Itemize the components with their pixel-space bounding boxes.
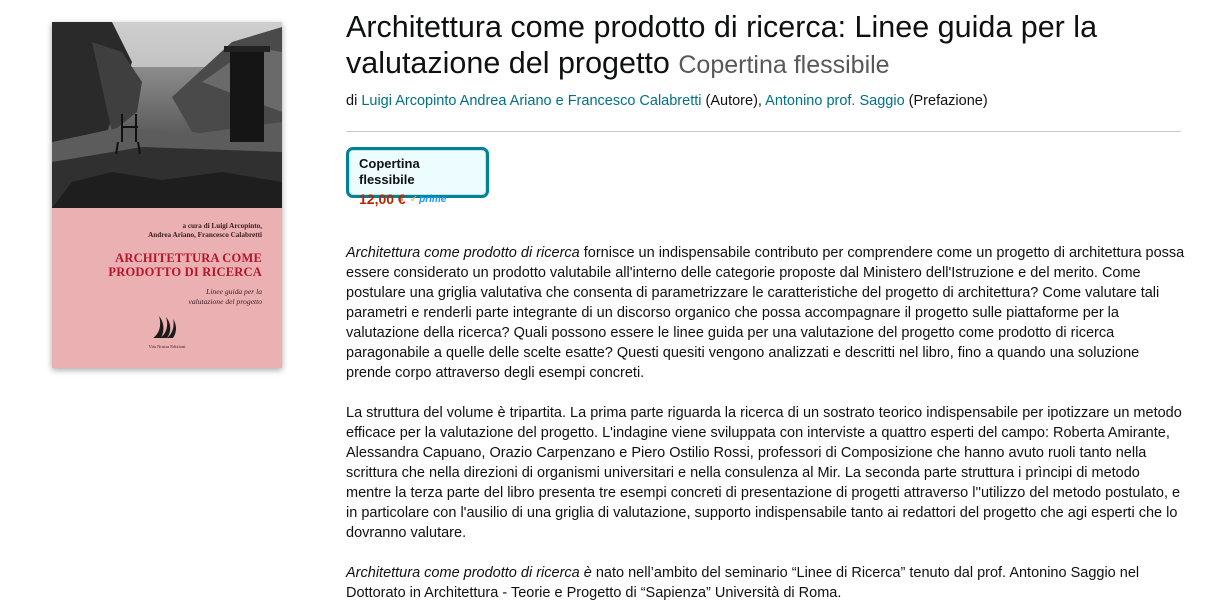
header-divider <box>346 131 1181 132</box>
cover-editors: a cura di Luigi Arcopinto, Andrea Ariano, Francesco Calabretti <box>148 222 262 239</box>
byline <box>346 92 1186 110</box>
product-title <box>346 9 1186 83</box>
description-text-1: fornisce un indispensabile contributo per comprendere come un progetto di architettura possa essere considerato un prodotto valutabile all'interno delle categorie proposte dal Ministero dell'Istruzione e del merito. Come postulare una griglia valutativa che consenta di parametrizzare le caratteristiche del progetto di architettura? Come valutare tali parametri e renderli parte integrante di un discorso organico che possa accompagnare il progetto sulle piattaforme per la valutazione della ricerca? Quali possono essere le linee guida per una valutazione del progetto come prodotto di ricerca paragonabile a quelle delle scelte esatte? Questi quesiti vengono analizzati e descritti nel libro, fino a quando una soluzione prende corpo attraverso degli esempi concreti. <box>346 245 1185 381</box>
cover-publisher: Vita Nostra Edizioni <box>148 344 186 349</box>
format-price: 12,00 € <box>359 191 406 207</box>
book-cover-image[interactable] <box>52 22 282 368</box>
product-description <box>346 243 1186 605</box>
product-title-text: Architettura come prodotto di ricerca: Linee guida per la valutazione del progetto <box>346 10 1098 80</box>
description-text-3: nato nell’ambito del seminario “Linee di Ricerca” tenuto dal prof. Antonino Saggio nel Dottorato in Architettura - Teorie e Progetto di “Sapienza” Università di Roma. <box>346 565 1140 601</box>
publisher-logo-icon <box>149 312 179 342</box>
format-swatch-paperback[interactable] <box>346 147 489 207</box>
prime-text: prime <box>419 193 447 205</box>
cover-subtitle: Linee guida per la valutazione del progetto <box>188 287 262 306</box>
description-book-title: Architettura come prodotto di ricerca <box>346 245 580 261</box>
description-paragraph-1 <box>346 243 1186 383</box>
author-role: (Autore), <box>705 93 762 109</box>
cover-photo <box>52 22 282 208</box>
format-price-row <box>359 191 476 207</box>
byline-prefix: di <box>346 93 358 109</box>
description-paragraph-3 <box>346 563 1186 603</box>
product-binding: Copertina flessibile <box>678 51 890 79</box>
description-paragraph-2: La struttura del volume è tripartita. La prima parte riguarda la ricerca di un sostrato teorico indispensabile per ipotizzare un metodo efficace per la valutazione del progetto. L'indagine viene sviluppata con interviste a quattro esperti del campo: Roberta Amirante, Alessandra Capuano, Orazio Carpenzano e Piero Ostilio Rossi, professori di Composizione che hanno avuto ruoli tanto nella scrittura che nella direzioni di organismi universitari e nella consulenza al Mir. La seconda parte struttura i prìncipi di metodo mentre la terza parte del libro presenta tre esempi concreti di presentazione di progetti attraverso l''utilizzo del metodo postulato, e in particolare con l'ausilio di una griglia di valutazione, supporto indispensabile tanto ai redattori del progetto che agi esperti che lo dovranno valutare. <box>346 405 1182 541</box>
preface-author-link[interactable]: Antonino prof. Saggio <box>765 93 905 109</box>
author-link[interactable]: Luigi Arcopinto Andrea Ariano e Francesco Calabretti <box>361 93 702 109</box>
cover-title: ARCHITETTURA COME PRODOTTO DI RICERCA <box>108 251 262 279</box>
prime-badge-icon <box>410 194 447 205</box>
product-title-block <box>346 9 1186 110</box>
cover-band <box>52 208 282 368</box>
prime-check-icon: ✓ <box>409 193 419 205</box>
preface-role: (Prefazione) <box>908 93 988 109</box>
format-label: Copertina flessibile <box>359 156 420 187</box>
description-book-title-2: Architettura come prodotto di ricerca è <box>346 565 592 581</box>
